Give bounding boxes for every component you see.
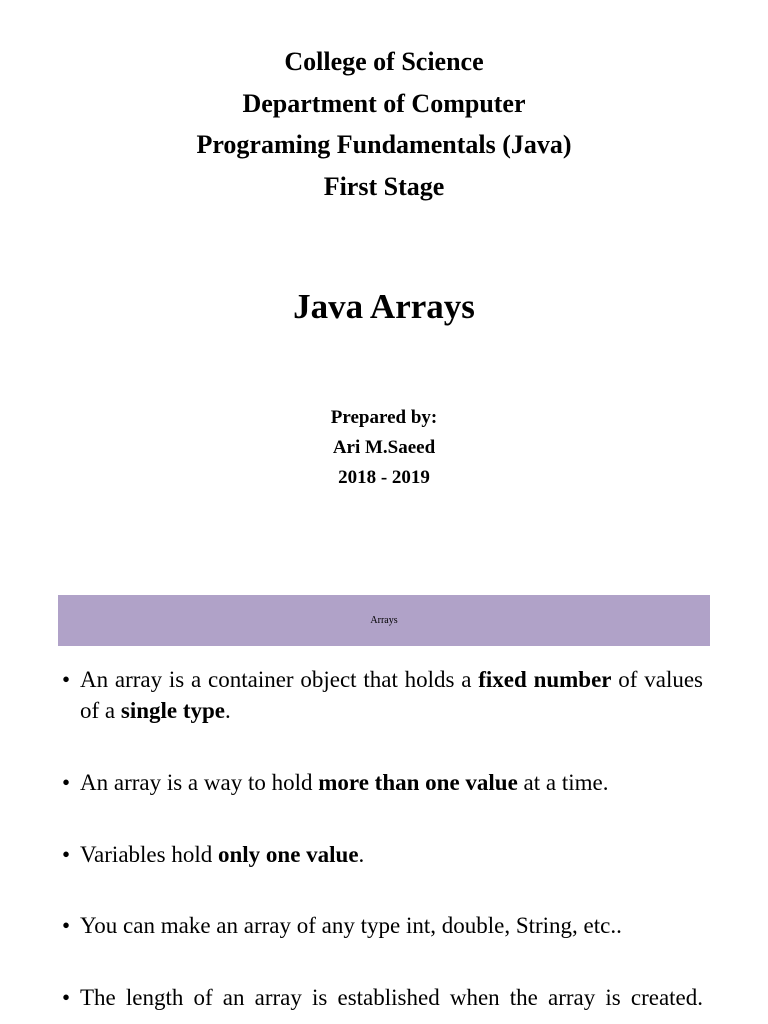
- bullet-text: [80, 839, 703, 870]
- author-name: Ari M.Saeed: [332, 437, 436, 458]
- bullet-segment: The length of an array is established when the array is created.: [80, 985, 703, 1010]
- bullet-marker: •: [62, 913, 71, 938]
- bullet-segment: of values of a: [80, 667, 703, 723]
- bullet-marker: •: [62, 985, 71, 1010]
- bullet-item: [62, 910, 703, 941]
- bullet-emphasis: only one value: [217, 842, 359, 867]
- bullet-segment: at a time.: [517, 770, 609, 795]
- bullet-item: [62, 767, 703, 798]
- bullet-segment: Variables hold: [80, 842, 218, 867]
- bullet-text: [80, 664, 703, 726]
- bullet-segment: You can make an array of any type int, double, String, etc..: [80, 913, 622, 938]
- bullet-text: [80, 982, 703, 1013]
- bullet-text: [80, 767, 703, 798]
- section-header-bar: [58, 595, 710, 646]
- bullet-emphasis: fixed number: [478, 667, 612, 692]
- bullet-segment: .: [358, 842, 365, 867]
- bullet-marker: •: [62, 842, 71, 867]
- bullet-marker: •: [62, 770, 71, 795]
- bullet-segment: .: [225, 698, 231, 723]
- bullet-item: [62, 839, 703, 870]
- course-name: Programing Fundamentals (Java): [196, 130, 572, 159]
- prepared-by-label: Prepared by:: [330, 407, 438, 428]
- bullet-item: [62, 982, 703, 1013]
- bullet-list: [62, 664, 703, 1024]
- bullet-text: [80, 910, 703, 941]
- bullet-item: [62, 664, 703, 726]
- bullet-emphasis: more than one value: [318, 770, 518, 795]
- bullet-marker: •: [62, 667, 71, 692]
- bullet-segment: An array is a container object that holds a: [80, 667, 479, 692]
- page-title: Java Arrays: [293, 287, 475, 326]
- bullet-emphasis: single type: [120, 698, 226, 723]
- department-name: Department of Computer: [242, 89, 526, 118]
- college-name: College of Science: [284, 47, 484, 76]
- section-title: Arrays: [370, 614, 398, 626]
- stage-label: First Stage: [323, 172, 445, 201]
- academic-year: 2018 - 2019: [338, 467, 430, 488]
- bullet-segment: An array is a way to hold: [80, 770, 319, 795]
